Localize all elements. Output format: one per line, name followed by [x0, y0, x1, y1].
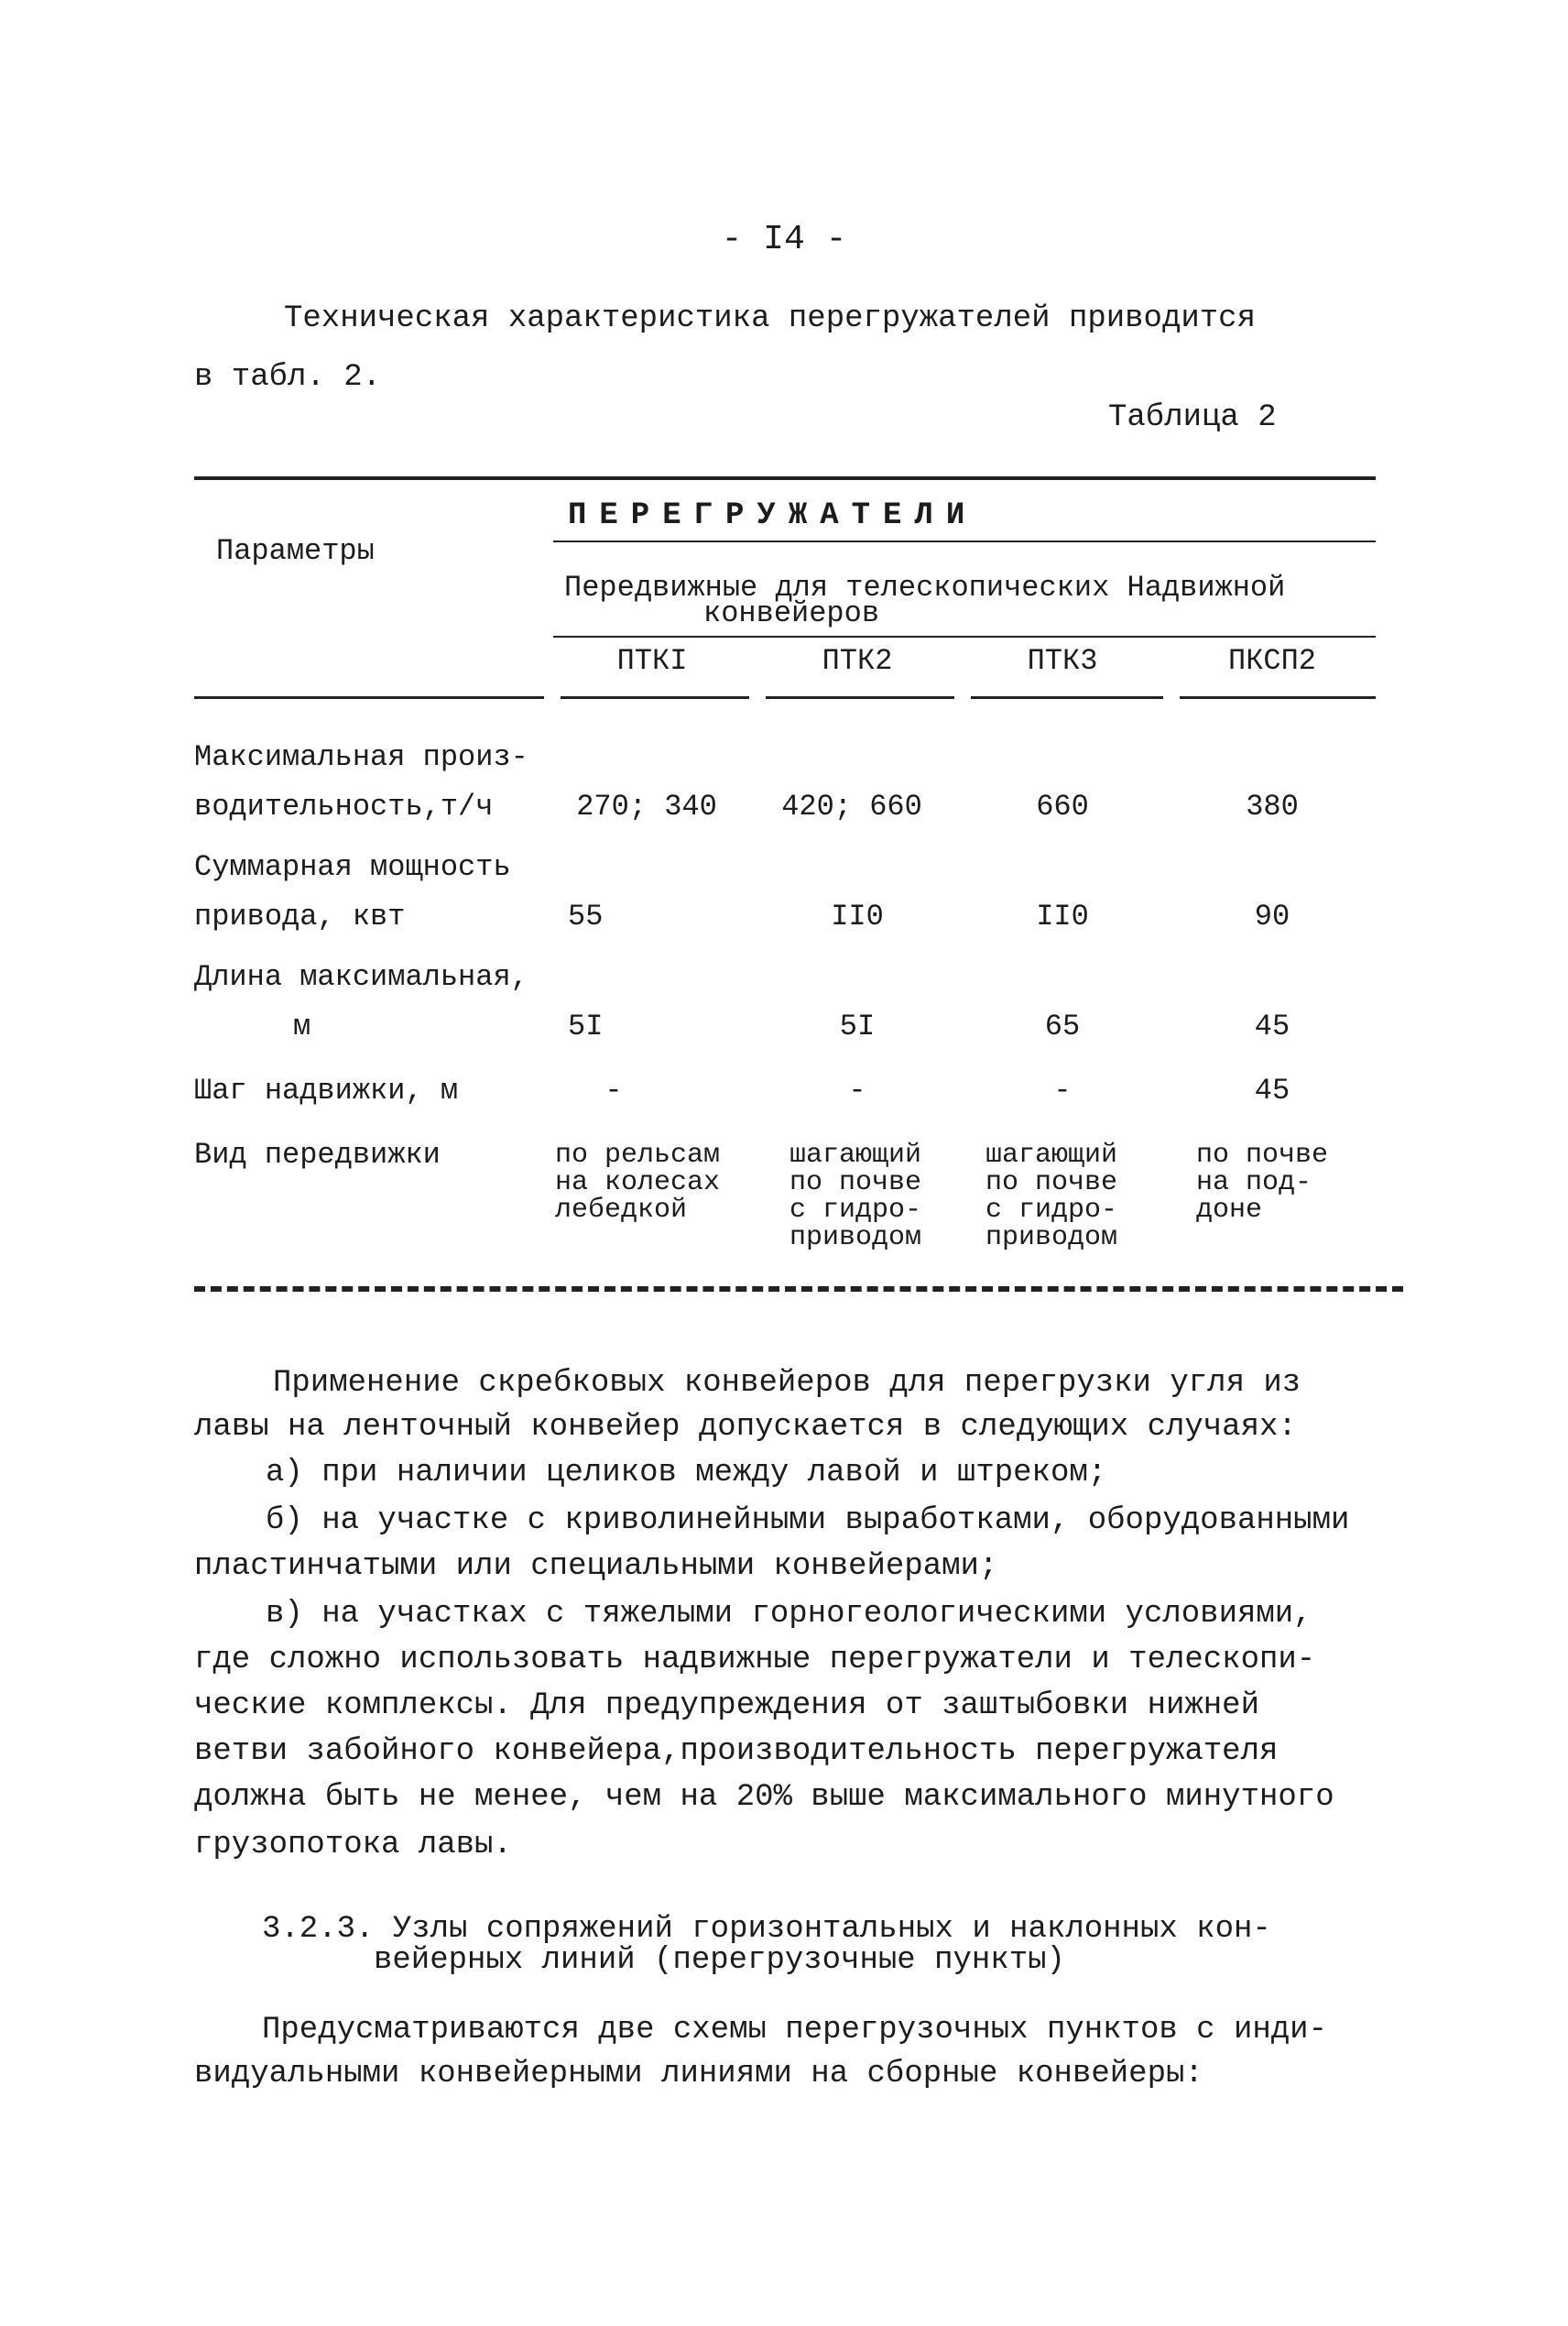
table-bottom-dashed-rule	[194, 1286, 1403, 1292]
row-step-label: Шаг надвижки, м	[194, 1074, 459, 1108]
row-movement-pksp2-line-1: по почве	[1196, 1140, 1329, 1171]
row-movement-pksp2-line-3: доне	[1196, 1195, 1263, 1226]
col-ptk3: ПТК3	[1027, 644, 1098, 678]
header-bottom-rule-2	[561, 696, 749, 699]
row-movement-ptk2-line-4: приводом	[789, 1222, 922, 1253]
section-heading-line-2: вейерных линий (перегрузочные пункты)	[374, 1943, 1065, 1978]
header-bottom-rule-3	[766, 696, 954, 699]
row-capacity-ptk1: 270; 340	[576, 790, 717, 824]
intro-line-2: в табл. 2.	[194, 360, 382, 395]
row-step-ptk3: -	[1053, 1074, 1072, 1108]
header-params: Параметры	[216, 534, 375, 568]
group-rule	[553, 541, 1376, 542]
item-v-line-2: где сложно использовать надвижные перегружатели и телескопи-	[194, 1643, 1316, 1677]
row-power-ptk3: II0	[1036, 900, 1089, 934]
row-power-ptk1: 55	[568, 900, 604, 934]
header-bottom-rule-5	[1180, 696, 1376, 699]
row-movement-ptk2-line-2: по почве	[789, 1167, 922, 1198]
row-power-label-2: привода, квт	[194, 900, 406, 934]
row-capacity-label-2: водительность,т/ч	[194, 790, 494, 824]
paragraph-last-line-2: видуальными конвейерными линиями на сборные конвейеры:	[194, 2057, 1203, 2091]
paragraph-last-line-1: Предусматриваются две схемы перегрузочных пунктов с инди-	[262, 2013, 1327, 2048]
header-bottom-rule-4	[971, 696, 1163, 699]
row-movement-ptk3-line-3: с гидро-	[985, 1195, 1118, 1226]
row-capacity-pksp2: 380	[1246, 790, 1299, 824]
item-a: а) при наличии целиков между лавой и штреком;	[266, 1456, 1107, 1491]
header-group: ПЕРЕГРУЖАТЕЛИ	[568, 498, 978, 533]
item-v-line-6: грузопотока лавы.	[194, 1828, 512, 1862]
header-sub-line1: Передвижные для телескопических Надвижной	[564, 571, 1286, 605]
row-capacity-ptk3: 660	[1036, 790, 1089, 824]
intro-line-1: Техническая характеристика перегружателей приводится	[284, 301, 1256, 336]
subheader-rule	[553, 636, 1376, 638]
section-heading-line-1: 3.2.3. Узлы сопряжений горизонтальных и наклонных кон-	[262, 1912, 1271, 1947]
page-number: - I4 -	[721, 220, 847, 259]
table-top-rule	[194, 476, 1376, 480]
row-step-pksp2: 45	[1254, 1074, 1290, 1108]
row-length-pksp2: 45	[1254, 1010, 1290, 1043]
item-v-line-5: должна быть не менее, чем на 20% выше максимального минутного	[194, 1780, 1334, 1815]
row-power-pksp2: 90	[1254, 900, 1290, 934]
table-caption: Таблица 2	[1108, 400, 1277, 435]
row-movement-ptk3-line-4: приводом	[985, 1222, 1118, 1253]
header-sub-line2: конвейеров	[703, 596, 880, 630]
row-capacity-ptk2: 420; 660	[781, 790, 922, 824]
row-capacity-label-1: Максимальная произ-	[194, 740, 528, 774]
row-step-ptk2: -	[848, 1074, 866, 1108]
row-movement-label: Вид передвижки	[194, 1138, 441, 1172]
row-movement-ptk1-line-3: лебедкой	[555, 1195, 688, 1226]
row-length-ptk3: 65	[1044, 1010, 1081, 1043]
row-length-ptk2: 5I	[839, 1010, 876, 1043]
row-movement-ptk3-line-1: шагающий	[985, 1140, 1118, 1171]
row-length-label-2: м	[293, 1010, 311, 1043]
header-bottom-rule-1	[194, 696, 544, 699]
item-v-line-1: в) на участках с тяжелыми горногеологическими условиями,	[266, 1597, 1312, 1632]
col-ptk1: ПТКI	[616, 644, 688, 678]
row-movement-ptk2-line-1: шагающий	[789, 1140, 922, 1171]
col-pksp2: ПКСП2	[1227, 644, 1316, 678]
row-step-ptk1: -	[604, 1074, 623, 1108]
row-movement-pksp2-line-2: на под-	[1196, 1167, 1312, 1198]
row-power-label-1: Суммарная мощность	[194, 850, 511, 884]
item-b-line-1: б) на участке с криволинейными выработками, оборудованными	[266, 1503, 1350, 1538]
paragraph-1-line-1: Применение скребковых конвейеров для перегрузки угля из	[273, 1366, 1301, 1401]
item-v-line-4: ветви забойного конвейера,производительность перегружателя	[194, 1734, 1279, 1769]
row-movement-ptk1-line-1: по рельсам	[555, 1140, 721, 1171]
row-power-ptk2: II0	[831, 900, 884, 934]
item-v-line-3: ческие комплексы. Для предупреждения от заштыбовки нижней	[194, 1688, 1259, 1723]
col-ptk2: ПТК2	[822, 644, 893, 678]
row-length-ptk1: 5I	[568, 1010, 604, 1043]
row-length-label-1: Длина максимальная,	[194, 960, 528, 994]
item-b-line-2: пластинчатыми или специальными конвейерами;	[194, 1549, 998, 1584]
paragraph-1-line-2: лавы на ленточный конвейер допускается в следующих случаях:	[194, 1410, 1297, 1445]
row-movement-ptk2-line-3: с гидро-	[789, 1195, 922, 1226]
row-movement-ptk3-line-2: по почве	[985, 1167, 1118, 1198]
row-movement-ptk1-line-2: на колесах	[555, 1167, 721, 1198]
